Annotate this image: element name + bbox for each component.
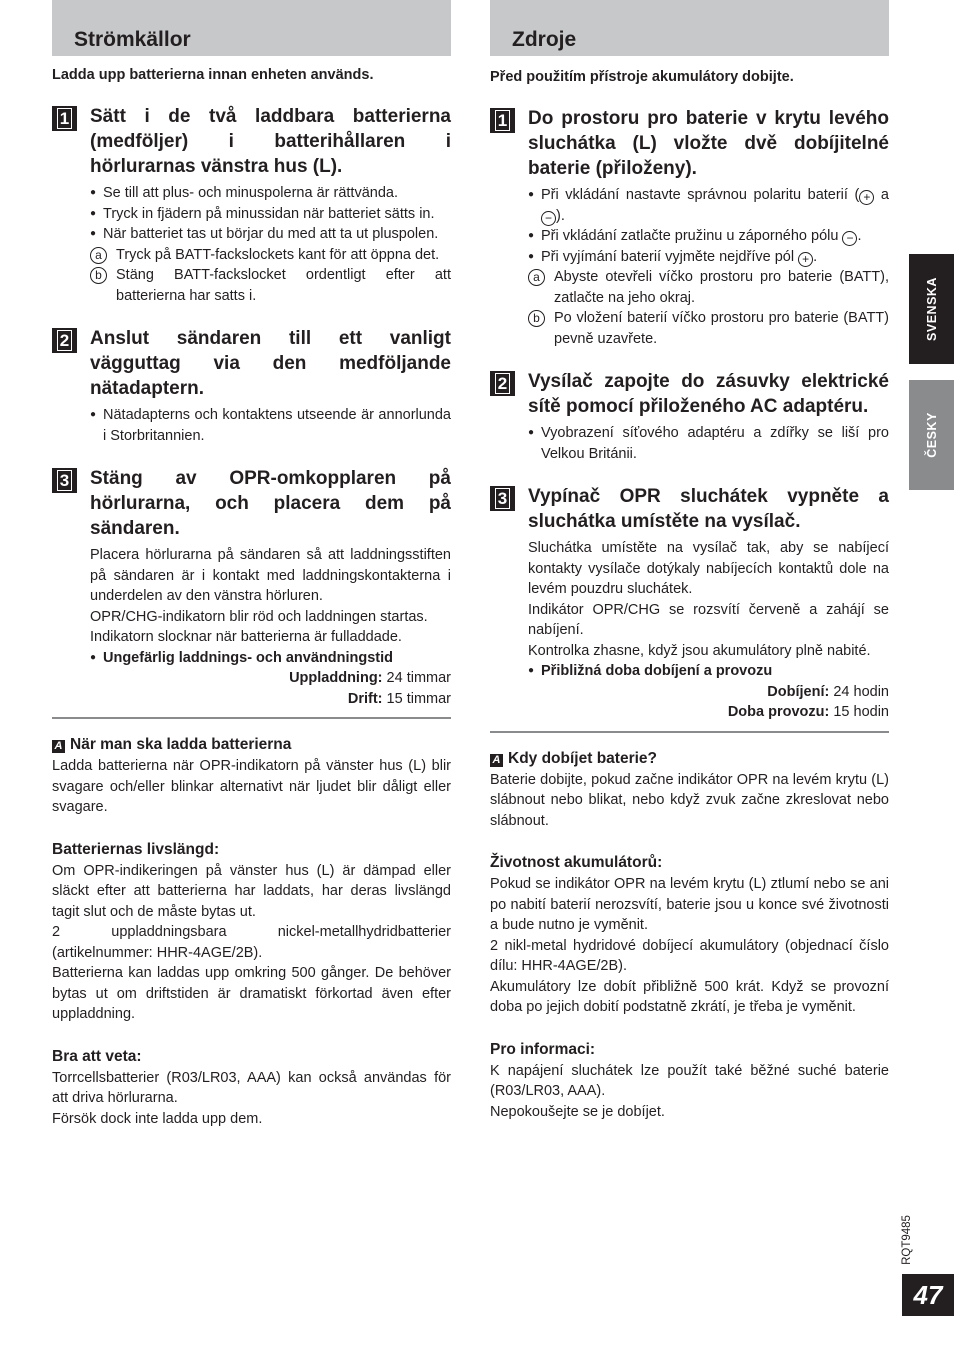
sub-item-text: Stäng BATT-fackslocket ordentligt efter att batterierna har satts i. bbox=[116, 267, 451, 304]
section-header bbox=[490, 0, 889, 56]
page-number: 47 bbox=[902, 1274, 954, 1316]
section-heading: Bra att veta: bbox=[52, 1047, 142, 1065]
sub-item-b bbox=[528, 308, 889, 349]
step-title: Anslut sändaren till ett vanligt vägguttag via den medföljande nätadaptern. bbox=[90, 328, 451, 399]
plus-pole-icon: + bbox=[859, 190, 874, 205]
step-1 bbox=[52, 104, 451, 306]
paragraph: 2 nikl-metal hydridové dobíjecí akumulátory (objednací číslo dílu: HHR-4AGE/2B). bbox=[490, 937, 889, 974]
divider bbox=[490, 731, 889, 733]
minus-pole-icon: − bbox=[541, 211, 556, 226]
list-item: ● Se till att plus- och minuspolerna är rättvända. bbox=[90, 183, 451, 204]
section-when-to-charge bbox=[52, 735, 451, 818]
time-heading: ● Přibližná doba dobíjení a provozu bbox=[528, 661, 889, 682]
paragraph: OPR/CHG-indikatorn blir röd och laddningen startas. bbox=[90, 608, 428, 625]
paragraph: K napájení sluchátek lze použít také běžné suché baterie (R03/LR03, AAA). bbox=[490, 1062, 889, 1099]
language-tab-label: ČESKY bbox=[924, 412, 939, 458]
paragraph: Batterierna kan laddas upp omkring 500 gånger. De behöver bytas ut om driftstiden är dramatiskt förkortad även efter uppladdning. bbox=[52, 965, 451, 1022]
paragraph: Nepokoušejte se je dobíjet. bbox=[490, 1103, 665, 1120]
list-item: ● Nätadapterns och kontaktens utseende är annorlunda i Storbritannien. bbox=[90, 405, 451, 446]
circled-label: a bbox=[528, 269, 545, 286]
section-title: Strömkällor bbox=[74, 28, 191, 51]
step-2 bbox=[490, 369, 889, 464]
language-tab-svenska bbox=[909, 254, 954, 364]
circled-label: b bbox=[90, 267, 107, 284]
step-3 bbox=[490, 484, 889, 723]
step-1 bbox=[490, 106, 889, 349]
sub-item-b bbox=[90, 265, 451, 306]
use-time-row: Doba provozu: 15 hodin bbox=[727, 704, 889, 720]
intro-note: Před použitím přístroje akumulátory dobijte. bbox=[490, 69, 794, 85]
circled-label: a bbox=[90, 247, 107, 264]
use-time-row: Drift: 15 timmar bbox=[347, 690, 451, 707]
divider bbox=[52, 717, 451, 719]
sub-item-a bbox=[90, 245, 451, 266]
paragraph: Ladda batterierna när OPR-indikatorn på vänster hus (L) blir svagare och/eller blinkar alternativt när ljudet blir dåligt eller svagare. bbox=[52, 758, 451, 815]
step-number-badge: 3 bbox=[52, 468, 77, 493]
step-number-badge: 1 bbox=[52, 106, 77, 131]
paragraph: Indikátor OPR/CHG se rozsvítí červeně a zahájí se nabíjení. bbox=[528, 601, 889, 638]
paragraph: Pokud se indikátor OPR na levém krytu (L) ztlumí nebo se ani po nabití baterií nerozsvítí, baterie jsou u konce své životnosti a bude nutno je vyměnit. bbox=[490, 876, 889, 933]
section-heading: Batteriernas livslängd: bbox=[52, 840, 220, 858]
section-a-badge: A bbox=[52, 740, 65, 753]
section-title: Zdroje bbox=[512, 28, 577, 51]
language-tab-label: SVENSKA bbox=[924, 277, 939, 341]
step-number-badge: 1 bbox=[490, 108, 515, 133]
list-item: ● När batteriet tas ut börjar du med att ta ut pluspolen. bbox=[90, 224, 451, 245]
paragraph: Kontrolka zhasne, když jsou akumulátory plně nabité. bbox=[528, 642, 871, 659]
step-2 bbox=[52, 326, 451, 446]
step-title: Do prostoru pro baterie v krytu levého sluchátka (L) vložte dvě dobíjitelné baterie (přiloženy). bbox=[528, 108, 889, 179]
sub-item-text: Po vložení baterií víčko prostoru pro baterie (BATT) pevně uzavřete. bbox=[554, 310, 889, 347]
step-title: Vysílač zapojte do zásuvky elektrické sítě pomocí přiloženého AC adaptéru. bbox=[528, 371, 889, 417]
section-battery-life bbox=[52, 840, 451, 1025]
section-heading: A Kdy dobíjet baterie? bbox=[490, 749, 889, 769]
swedish-column bbox=[52, 0, 451, 1129]
section-a-badge: A bbox=[490, 754, 503, 767]
paragraph: Om OPR-indikeringen på vänster hus (L) är dämpad eller släckt efter att batterierna har laddats, har deras livslängd tagit slut och de måste bytas ut. bbox=[52, 862, 451, 920]
step-title: Sätt i de två laddbara batterierna (medföljer) i batterihållaren i hörlurarnas vänstra hus (L). bbox=[90, 106, 451, 177]
plus-pole-icon: + bbox=[798, 252, 813, 267]
sub-item-text: Abyste otevřeli víčko prostoru pro baterie (BATT), zatlačte na jeho okraj. bbox=[554, 269, 889, 306]
circled-label: b bbox=[528, 310, 545, 327]
charge-time-row: Uppladdning: 24 timmar bbox=[289, 670, 451, 686]
paragraph: Baterie dobijte, pokud začne indikátor OPR na levém krytu (L) slábnout nebo blikat, nebo když zvuk začne zkreslovat nebo slábnout. bbox=[490, 771, 889, 829]
charge-time-row: Dobíjení: 24 hodin bbox=[767, 683, 889, 700]
section-heading: Životnost akumulátorů: bbox=[490, 854, 663, 871]
czech-column bbox=[490, 0, 889, 1122]
section-battery-life bbox=[490, 853, 889, 1018]
paragraph: Torrcellsbatterier (R03/LR03, AAA) kan också användas för att driva hörlurarna. bbox=[52, 1069, 451, 1106]
section-heading: Pro informaci: bbox=[490, 1040, 596, 1058]
list-item: ● Vyobrazení síťového adaptéru a zdířky se liší pro Velkou Británii. bbox=[528, 423, 889, 464]
time-heading: ● Ungefärlig laddnings- och användningstid bbox=[90, 648, 451, 669]
step-3 bbox=[52, 466, 451, 709]
section-when-to-charge bbox=[490, 749, 889, 832]
step-title: Vypínač OPR sluchátek vypněte a sluchátka umístěte na vysílač. bbox=[528, 486, 889, 532]
document-code: RQT9485 bbox=[901, 1215, 913, 1265]
list-item: ● Při vkládání zatlačte pružinu u záporného pólu − . bbox=[528, 226, 889, 247]
sub-item-text: Tryck på BATT-fackslockets kant för att öppna det. bbox=[116, 246, 440, 263]
step-number-badge: 3 bbox=[490, 486, 515, 511]
section-heading: A När man ska ladda batterierna bbox=[52, 735, 451, 755]
minus-pole-icon: − bbox=[842, 231, 857, 246]
list-item: ● Při vyjímání baterií vyjměte nejdříve pól + . bbox=[528, 247, 889, 268]
section-header bbox=[52, 0, 451, 56]
list-item: ● Při vkládání nastavte správnou polaritu baterií ( + a − ). bbox=[528, 185, 889, 226]
section-for-information bbox=[490, 1040, 889, 1123]
paragraph: 2 uppladdningsbara nickel-metallhydridbatterier (artikelnummer: HHR-4AGE/2B). bbox=[52, 924, 451, 961]
list-item: ● Tryck in fjädern på minussidan när batteriet sätts in. bbox=[90, 204, 451, 225]
paragraph: Placera hörlurarna på sändaren så att laddningsstiften på sändaren är i kontakt med laddningskontakterna i underdelen av den vänstra hörluren. bbox=[90, 547, 451, 604]
sub-item-a bbox=[528, 267, 889, 308]
paragraph: Indikatorn slocknar när batterierna är fulladdade. bbox=[90, 629, 402, 645]
step-title: Stäng av OPR-omkopplaren på hörlurarna, och placera dem på sändaren. bbox=[90, 468, 451, 539]
step-number-badge: 2 bbox=[490, 371, 515, 396]
paragraph: Akumulátory lze dobít přibližně 500 krát. Když se provozní doba po jejich dobití podstatně zkrátí, je třeba je vyměnit. bbox=[490, 978, 889, 1015]
language-tab-cesky bbox=[909, 380, 954, 490]
step-number-badge: 2 bbox=[52, 328, 77, 353]
intro-note: Ladda upp batterierna innan enheten används. bbox=[52, 67, 374, 83]
paragraph: Försök dock inte ladda upp dem. bbox=[52, 1110, 263, 1127]
paragraph: Sluchátka umístěte na vysílač tak, aby se nabíjecí kontakty vysílače dotýkaly nabíjecích kontaktů dole na levém pouzdru sluchátek. bbox=[528, 540, 889, 597]
section-good-to-know bbox=[52, 1047, 451, 1130]
